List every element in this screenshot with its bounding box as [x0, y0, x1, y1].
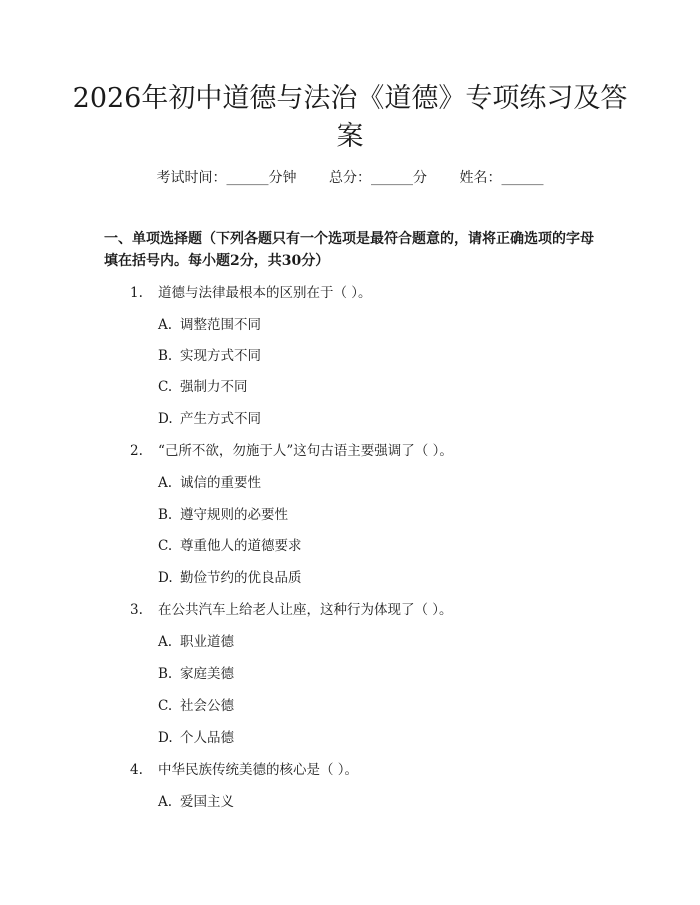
- option-1a: [158, 315, 261, 335]
- question-2: [130, 441, 453, 461]
- option-letter: A.: [158, 475, 173, 491]
- option-text: 调整范围不同: [180, 317, 261, 333]
- exam-time-field: 考试时间：______分钟: [156, 170, 297, 186]
- option-text: 家庭美德: [180, 666, 234, 682]
- option-text: 遵守规则的必要性: [180, 507, 288, 523]
- option-text: 爱国主义: [180, 794, 234, 810]
- option-1d: [158, 409, 261, 429]
- option-letter: A.: [158, 794, 173, 810]
- question-4: [130, 760, 358, 780]
- section-heading: 一、单项选择题（下列各题只有一个选项是最符合题意的，请将正确选项的字母填在括号内。每小题2分，共30分）: [104, 231, 594, 269]
- option-3b: [158, 664, 234, 684]
- question-number: 4.: [130, 762, 143, 778]
- question-text: 道德与法律最根本的区别在于（ ）。: [158, 285, 372, 301]
- question-text: 在公共汽车上给老人让座，这种行为体现了（ ）。: [158, 602, 453, 618]
- question-number: 2.: [130, 443, 143, 459]
- option-text: 社会公德: [180, 698, 234, 714]
- option-letter: A.: [158, 634, 173, 650]
- question-number: 1.: [130, 285, 143, 301]
- student-name-field: 姓名：______: [459, 170, 544, 186]
- question-text: “己所不欲，勿施于人”这句古语主要强调了（ ）。: [158, 443, 453, 459]
- option-letter: C.: [158, 379, 173, 395]
- option-letter: A.: [158, 317, 173, 333]
- total-score-field: 总分：______分: [329, 170, 427, 186]
- option-text: 尊重他人的道德要求: [180, 538, 302, 554]
- option-2a: [158, 473, 261, 493]
- question-3: [130, 600, 453, 620]
- option-text: 勤俭节约的优良品质: [180, 570, 302, 586]
- option-text: 强制力不同: [180, 379, 248, 395]
- option-text: 诚信的重要性: [180, 475, 261, 491]
- option-text: 个人品德: [180, 730, 234, 746]
- option-2b: [158, 505, 288, 525]
- question-number: 3.: [130, 602, 143, 618]
- option-text: 产生方式不同: [180, 411, 261, 427]
- option-2c: [158, 536, 302, 556]
- option-3c: [158, 696, 234, 716]
- question-1: [130, 283, 372, 303]
- option-text: 实现方式不同: [180, 348, 261, 364]
- exam-meta: [0, 168, 700, 188]
- option-letter: B.: [158, 666, 173, 682]
- option-1c: [158, 377, 248, 397]
- option-letter: B.: [158, 507, 173, 523]
- option-letter: B.: [158, 348, 173, 364]
- option-3a: [158, 632, 234, 652]
- option-letter: C.: [158, 538, 173, 554]
- option-1b: [158, 346, 261, 366]
- option-letter: C.: [158, 698, 173, 714]
- option-letter: D.: [158, 570, 173, 586]
- option-4a: [158, 792, 234, 812]
- document-title: 2026年初中道德与法治《道德》专项练习及答案: [72, 83, 628, 152]
- option-letter: D.: [158, 411, 173, 427]
- option-2d: [158, 568, 302, 588]
- option-3d: [158, 728, 234, 748]
- question-text: 中华民族传统美德的核心是（ ）。: [158, 762, 359, 778]
- option-text: 职业道德: [180, 634, 234, 650]
- option-letter: D.: [158, 730, 173, 746]
